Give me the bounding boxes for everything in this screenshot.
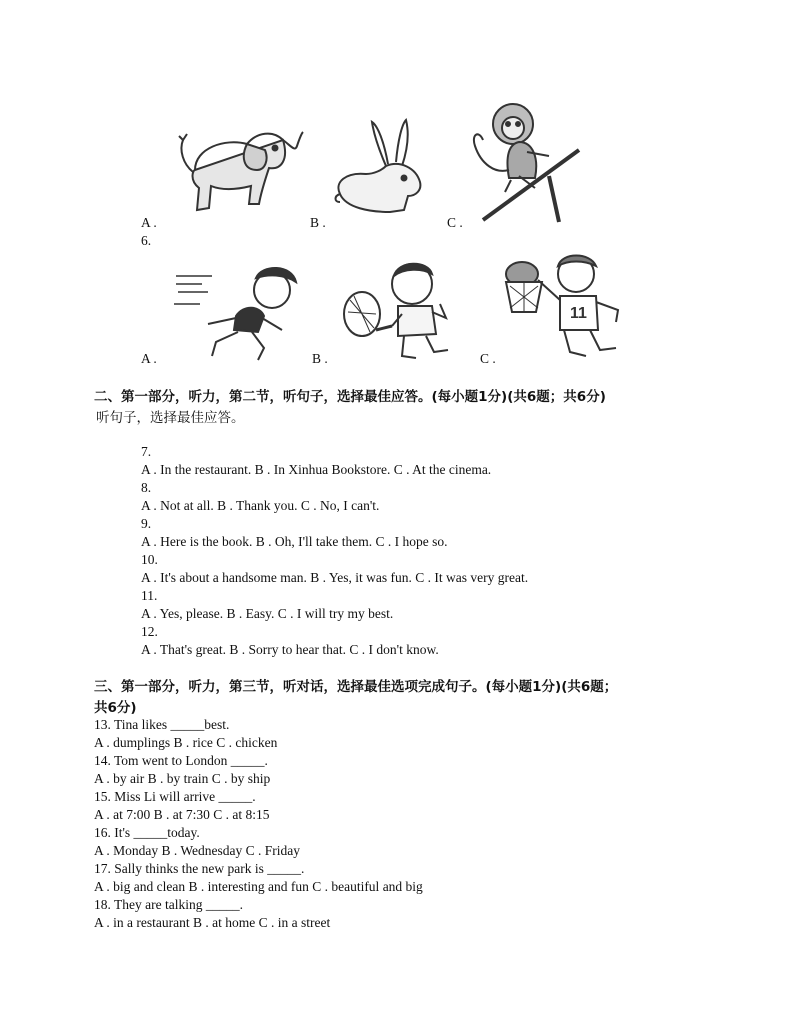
basketball-boy-picture bbox=[500, 252, 624, 364]
q16-text: 16. It's _____today. bbox=[94, 825, 200, 840]
rabbit-picture bbox=[330, 116, 430, 220]
q12-number: 12. bbox=[141, 624, 158, 639]
running-boy-picture bbox=[172, 260, 306, 364]
q14-text: 14. Tom went to London _____. bbox=[94, 753, 268, 768]
elephant-picture bbox=[165, 120, 305, 224]
q7-number: 7. bbox=[141, 444, 152, 459]
q8-number: 8. bbox=[141, 480, 152, 495]
q17-options: A . big and clean B . interesting and fun C . beautiful and big bbox=[94, 879, 423, 894]
q18-options: A . in a restaurant B . at home C . in a street bbox=[94, 915, 331, 930]
q5-option-c: C . bbox=[447, 215, 463, 230]
q7-options: A . In the restaurant. B . In Xinhua Bookstore. C . At the cinema. bbox=[141, 462, 492, 477]
q9-number: 9. bbox=[141, 516, 152, 531]
q15-text: 15. Miss Li will arrive _____. bbox=[94, 789, 256, 804]
q10-number: 10. bbox=[141, 552, 158, 567]
q12-options: A . That's great. B . Sorry to hear that. C . I don't know. bbox=[141, 642, 439, 657]
monkey-picture bbox=[465, 96, 589, 224]
question-number: 6. bbox=[141, 233, 152, 248]
section2-heading: 二、第一部分，听力，第二节，听句子，选择最佳应答。(每小题1分)(共6题；共6分) bbox=[94, 389, 606, 405]
q18-text: 18. They are talking _____. bbox=[94, 897, 243, 912]
q14-options: A . by air B . by train C . by ship bbox=[94, 771, 271, 786]
q8-options: A . Not at all. B . Thank you. C . No, I can't. bbox=[141, 498, 380, 513]
section2-instruction: 听句子，选择最佳应答。 bbox=[96, 410, 245, 426]
q16-options: A . Monday B . Wednesday C . Friday bbox=[94, 843, 301, 858]
section3-heading-line2: 共6分) bbox=[94, 700, 137, 716]
q15-options: A . at 7:00 B . at 7:30 C . at 8:15 bbox=[94, 807, 270, 822]
q6-option-c: C . bbox=[480, 351, 496, 366]
q6-option-b: B . bbox=[312, 351, 328, 366]
q5-option-a: A . bbox=[141, 215, 157, 230]
jersey-number: 11 bbox=[570, 305, 587, 322]
q13-options: A . dumplings B . rice C . chicken bbox=[94, 735, 278, 750]
q11-number: 11. bbox=[141, 588, 158, 603]
q11-options: A . Yes, please. B . Easy. C . I will try my best. bbox=[141, 606, 394, 621]
section3-heading-line1: 三、第一部分，听力，第三节，听对话，选择最佳选项完成句子。(每小题1分)(共6题； bbox=[94, 679, 618, 695]
tennis-boy-picture bbox=[336, 256, 468, 364]
q10-options: A . It's about a handsome man. B . Yes, it was fun. C . It was very great. bbox=[141, 570, 529, 585]
q6-option-a: A . bbox=[141, 351, 157, 366]
q13-text: 13. Tina likes _____best. bbox=[94, 717, 230, 732]
q9-options: A . Here is the book. B . Oh, I'll take them. C . I hope so. bbox=[141, 534, 448, 549]
q17-text: 17. Sally thinks the new park is _____. bbox=[94, 861, 305, 876]
q5-option-b: B . bbox=[310, 215, 326, 230]
